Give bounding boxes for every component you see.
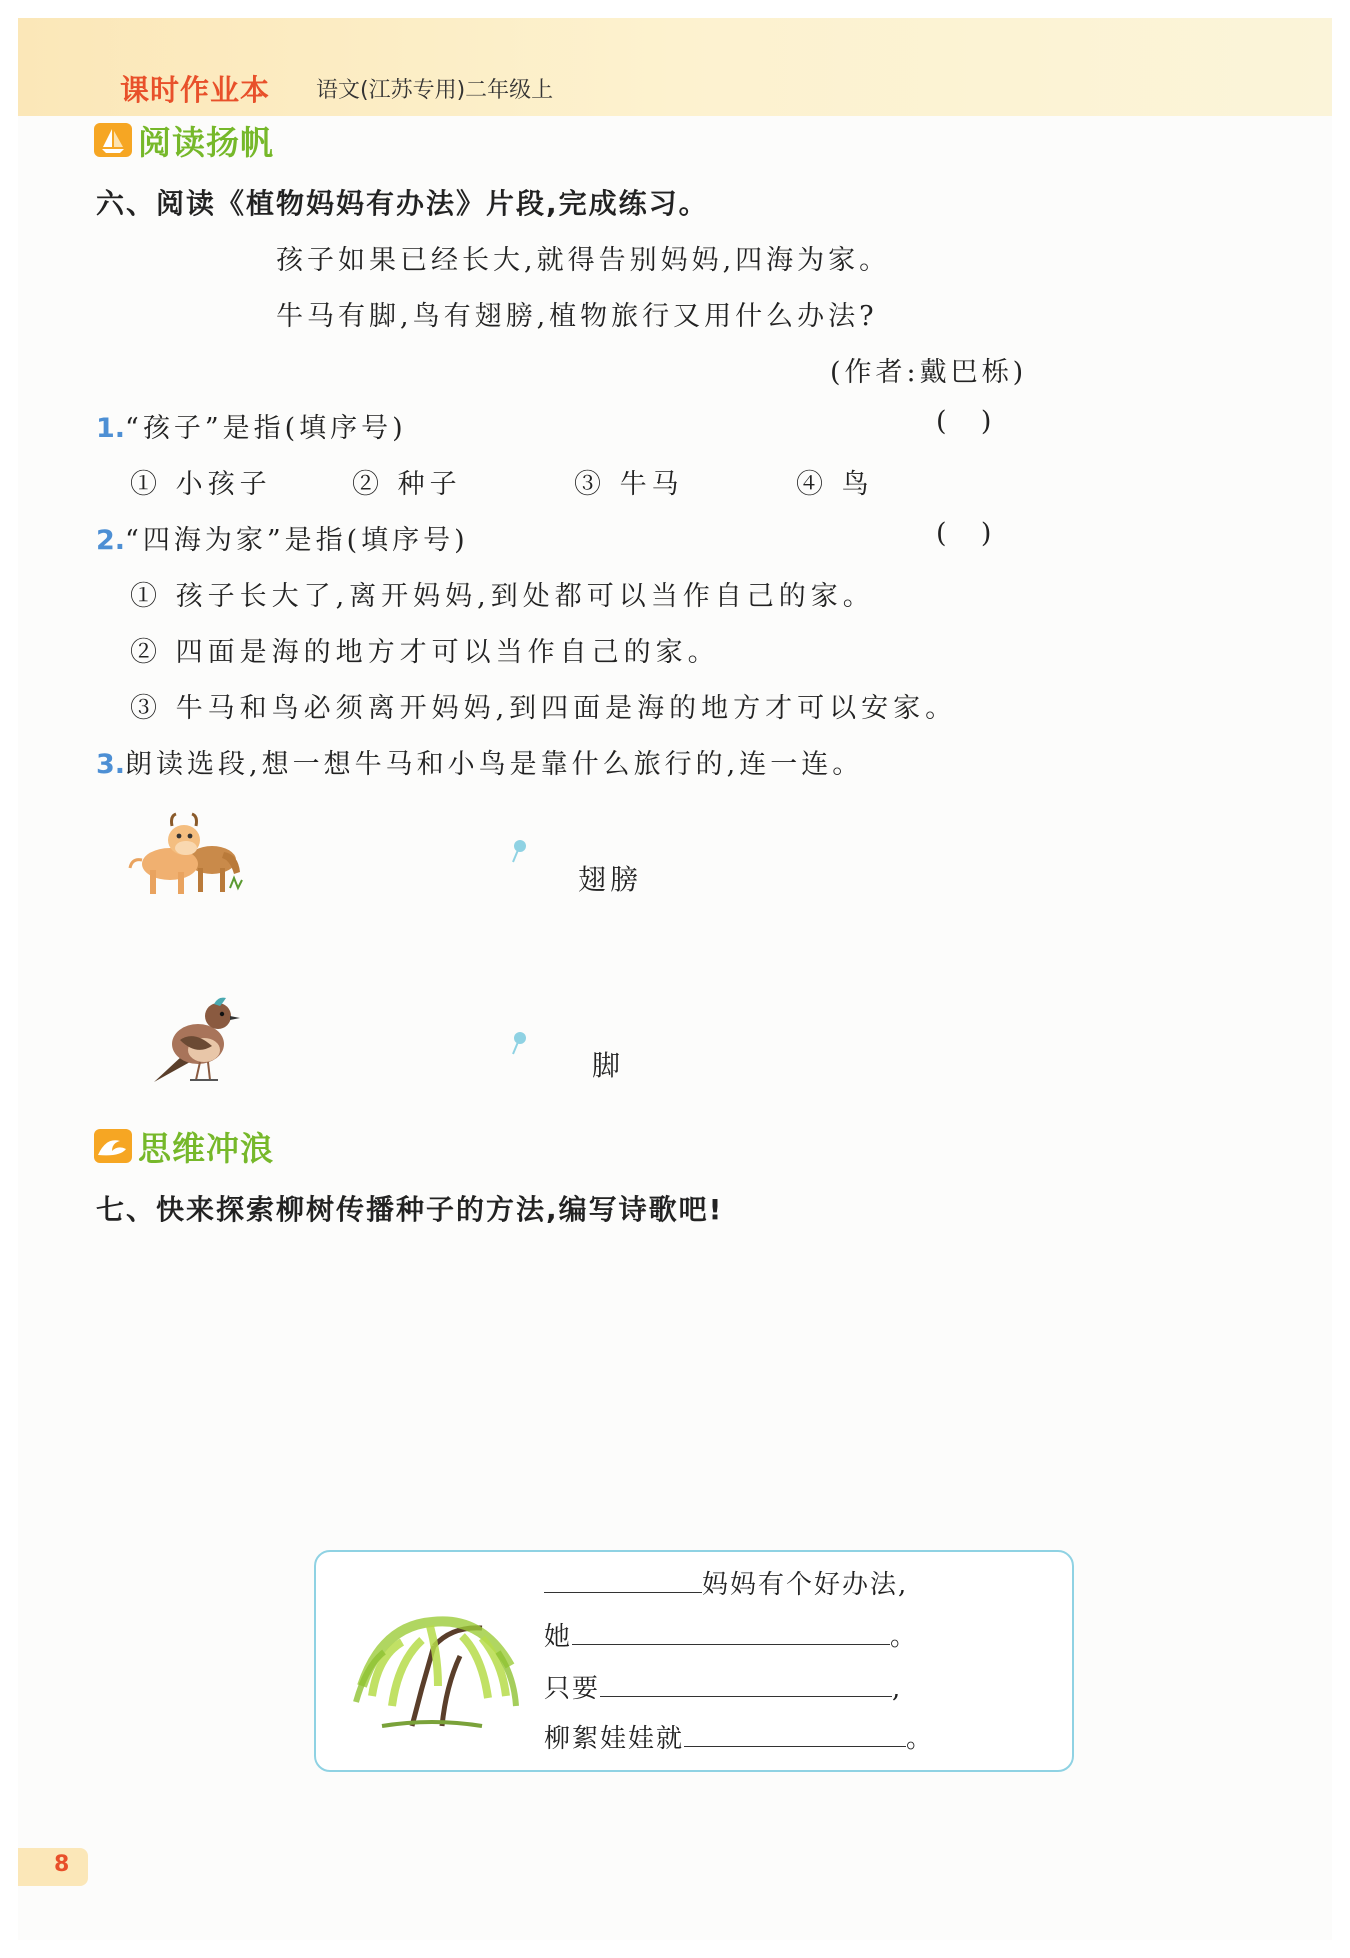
page-number-tab [18,1848,88,1886]
sail-icon [94,123,132,157]
q6-heading: 六、阅读《植物妈妈有办法》片段,完成练习。 [96,187,709,220]
poem-line-1-text: 妈妈有个好办法, [702,1570,909,1600]
q2-option: ① 孩子长大了,离开妈妈,到处都可以当作自己的家。 [130,581,875,612]
passage-line-1: 孩子如果已经长大,就得告别妈妈,四海为家。 [276,245,891,276]
passage-author: (作者:戴巴栎) [830,357,1028,388]
q2-option: ② 四面是海的地方才可以当作自己的家。 [130,637,720,668]
match-word-feet: 脚 [592,1049,625,1082]
match-word-wings: 翅膀 [578,863,643,896]
brand-title: 课时作业本 [120,73,271,107]
q2-option: ③ 牛马和鸟必须离开妈妈,到四面是海的地方才可以安家。 [130,693,958,724]
q1-option: ③ 牛马 [574,469,684,500]
willow-tree-illustration [342,1586,522,1736]
subject-title: 语文(江苏专用)二年级上 [316,78,554,103]
poem-blank-2[interactable] [572,1618,890,1645]
poem-line-4-end: 。 [906,1724,935,1754]
poem-line-2-end: 。 [890,1622,919,1652]
q1-number: 1. [96,413,126,444]
bird-illustration [134,986,244,1092]
q2-number: 2. [96,525,126,556]
q2-text: “四海为家”是指(填序号) [125,525,469,556]
match-dot-icon[interactable] [510,838,528,864]
poem-blank-1[interactable] [544,1566,702,1593]
q3-text: 朗读选段,想一想牛马和小鸟是靠什么旅行的,连一连。 [125,749,864,780]
match-dot-icon[interactable] [510,1030,528,1056]
poem-line-3 [544,1668,902,1705]
section-thinking-title: 思维冲浪 [138,1128,274,1168]
poem-line-1 [544,1564,908,1601]
q1-line [96,406,407,445]
poem-line-4 [544,1718,934,1755]
poem-line-4-prefix: 柳絮娃娃就 [544,1724,685,1754]
q1-option: ② 种子 [352,469,462,500]
section-reading-title: 阅读扬帆 [138,122,274,162]
poem-line-3-prefix: 只要 [544,1674,601,1704]
q3-number: 3. [96,749,126,780]
q3-line [96,742,863,781]
poem-blank-3[interactable] [600,1670,892,1697]
wave-icon [94,1129,132,1163]
q1-answer-blank[interactable]: ( ) [936,406,992,437]
q1-text: “孩子”是指(填序号) [125,413,407,444]
q1-option: ④ 鸟 [796,469,874,500]
poem-line-2 [544,1616,918,1653]
page-number: 8 [54,1852,70,1877]
q7-heading: 七、快来探索柳树传播种子的方法,编写诗歌吧! [96,1193,724,1226]
poem-box [314,1550,1074,1772]
q2-answer-blank[interactable]: ( ) [936,518,992,549]
cow-horse-illustration [126,808,248,904]
section-reading-header [94,118,274,162]
q2-line [96,518,469,557]
poem-blank-4[interactable] [684,1720,906,1747]
poem-line-3-end: , [892,1674,903,1704]
passage-line-2: 牛马有脚,鸟有翅膀,植物旅行又用什么办法? [276,301,878,332]
poem-line-2-prefix: 她 [544,1622,573,1652]
q1-option: ① 小孩子 [130,469,272,500]
workbook-page [18,18,1332,1940]
section-thinking-header [94,1124,274,1168]
